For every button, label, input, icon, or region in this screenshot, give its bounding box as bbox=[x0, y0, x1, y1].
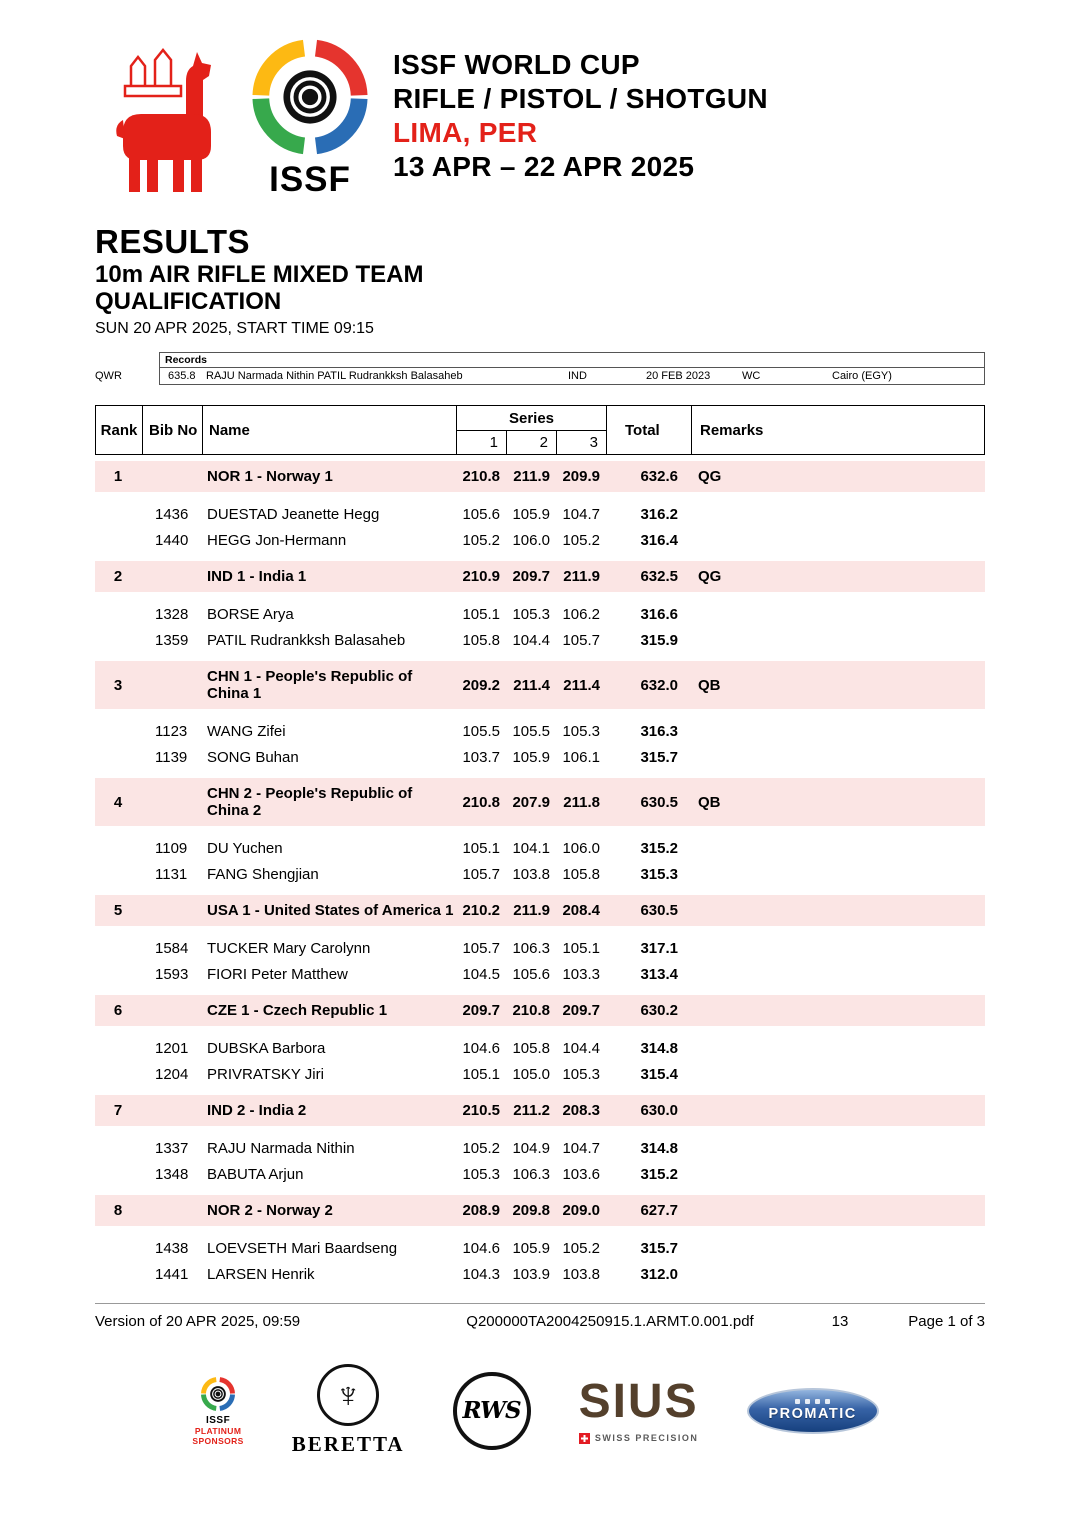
record-row bbox=[160, 368, 984, 384]
team-remarks: QB bbox=[698, 793, 721, 811]
team-series-2: 211.9 bbox=[513, 902, 550, 919]
member-row bbox=[95, 1261, 985, 1287]
member-name: LOEVSETH Mari Baardseng bbox=[207, 1239, 398, 1257]
team-series-2: 210.8 bbox=[512, 1002, 550, 1019]
team-total: 630.5 bbox=[640, 793, 678, 811]
masthead bbox=[0, 0, 1071, 201]
member-bib: 1584 bbox=[155, 939, 189, 957]
team-series-2: 207.9 bbox=[512, 793, 550, 811]
team-series-2: 211.9 bbox=[513, 468, 550, 485]
version-text: Version of 20 APR 2025, 09:59 bbox=[95, 1313, 301, 1330]
team-series-2: 209.8 bbox=[512, 1202, 550, 1219]
sponsor-row bbox=[0, 1364, 1071, 1477]
member-bib: 1139 bbox=[155, 748, 188, 766]
member-total: 315.7 bbox=[640, 748, 678, 766]
rws-emblem-icon bbox=[453, 1372, 531, 1450]
event-title-block bbox=[393, 36, 768, 184]
team-total: 632.0 bbox=[640, 676, 678, 694]
member-row bbox=[95, 861, 985, 887]
promatic-wordmark: PROMATIC bbox=[768, 1406, 857, 1422]
member-series-2: 105.9 bbox=[512, 505, 550, 523]
team-series-2: 211.4 bbox=[513, 676, 550, 694]
team-series-1: 210.2 bbox=[462, 902, 500, 919]
team-series-1: 210.5 bbox=[462, 1102, 500, 1119]
document-filename: Q200000TA2004250915.1.ARMT.0.001.pdf bbox=[466, 1313, 754, 1330]
member-total: 315.9 bbox=[640, 631, 678, 649]
series-col-3-header: 3 bbox=[556, 431, 606, 454]
team-total: 627.7 bbox=[640, 1202, 678, 1219]
records-section bbox=[95, 352, 985, 385]
member-row bbox=[95, 835, 985, 861]
member-row bbox=[95, 718, 985, 744]
team-row bbox=[95, 1195, 985, 1226]
member-name: BORSE Arya bbox=[207, 605, 294, 623]
record-competition: WC bbox=[742, 370, 761, 382]
lima-llama-logo bbox=[95, 36, 225, 201]
member-series-2: 105.6 bbox=[512, 965, 550, 983]
member-series-3: 103.3 bbox=[562, 965, 600, 983]
team-row bbox=[95, 995, 985, 1026]
record-nation: IND bbox=[568, 370, 587, 382]
team-name: IND 1 - India 1 bbox=[207, 568, 307, 585]
member-series-3: 105.2 bbox=[562, 1239, 600, 1257]
team-series-1: 209.2 bbox=[462, 676, 500, 694]
member-total: 316.3 bbox=[640, 722, 678, 740]
member-series-1: 104.3 bbox=[462, 1265, 500, 1283]
results-table-body bbox=[95, 461, 985, 1287]
member-series-1: 105.6 bbox=[462, 505, 500, 523]
issf-rings-small-icon bbox=[200, 1376, 236, 1412]
member-series-2: 105.9 bbox=[512, 1239, 550, 1257]
member-total: 315.4 bbox=[640, 1065, 678, 1083]
member-series-1: 104.6 bbox=[462, 1039, 500, 1057]
member-total: 316.6 bbox=[640, 605, 678, 623]
remarks-header: Remarks bbox=[691, 406, 984, 454]
team-rank: 4 bbox=[113, 793, 123, 811]
member-series-2: 105.3 bbox=[512, 605, 550, 623]
team-name: USA 1 - United States of America 1 bbox=[207, 902, 454, 919]
member-row bbox=[95, 601, 985, 627]
member-bib: 1201 bbox=[155, 1039, 189, 1057]
member-total: 313.4 bbox=[640, 965, 678, 983]
team-block bbox=[95, 661, 985, 770]
member-name: BABUTA Arjun bbox=[207, 1165, 304, 1183]
member-series-2: 106.3 bbox=[512, 939, 550, 957]
page-number: Page 1 of 3 bbox=[908, 1313, 985, 1330]
team-series-1: 209.7 bbox=[462, 1002, 500, 1019]
records-box bbox=[159, 352, 985, 385]
sius-subline bbox=[579, 1433, 699, 1444]
event-dates: 13 APR – 22 APR 2025 bbox=[393, 151, 695, 182]
results-table bbox=[95, 405, 985, 1287]
team-remarks: QB bbox=[698, 676, 721, 694]
member-series-2: 104.4 bbox=[512, 631, 550, 649]
member-name: HEGG Jon-Hermann bbox=[207, 531, 347, 549]
team-name: IND 2 - India 2 bbox=[207, 1102, 307, 1119]
member-series-2: 103.8 bbox=[512, 865, 550, 883]
team-row bbox=[95, 895, 985, 926]
team-name: CHN 1 - People's Republic of China 1 bbox=[207, 668, 413, 702]
member-series-1: 105.1 bbox=[462, 605, 500, 623]
team-remarks: QG bbox=[698, 568, 722, 585]
swiss-flag-icon bbox=[579, 1433, 590, 1444]
member-series-1: 104.5 bbox=[462, 965, 500, 983]
member-name: WANG Zifei bbox=[207, 722, 286, 740]
team-row bbox=[95, 1095, 985, 1126]
team-total: 632.6 bbox=[640, 468, 678, 485]
member-total: 314.8 bbox=[640, 1139, 678, 1157]
sheet-number: 13 bbox=[831, 1313, 849, 1330]
promatic-oval-icon bbox=[747, 1388, 879, 1434]
team-series-2: 211.2 bbox=[513, 1102, 550, 1119]
record-holders: RAJU Narmada Nithin PATIL Rudrankksh Balasaheb bbox=[206, 370, 463, 382]
team-row bbox=[95, 778, 985, 826]
member-series-2: 105.0 bbox=[512, 1065, 550, 1083]
member-series-3: 104.7 bbox=[562, 505, 600, 523]
member-row bbox=[95, 1135, 985, 1161]
member-name: DU Yuchen bbox=[207, 839, 283, 857]
record-date: 20 FEB 2023 bbox=[646, 370, 711, 382]
member-series-2: 105.9 bbox=[512, 748, 550, 766]
member-name: PATIL Rudrankksh Balasaheb bbox=[207, 631, 406, 649]
issf-logo-block bbox=[249, 36, 371, 200]
total-header: Total bbox=[606, 406, 691, 454]
member-bib: 1348 bbox=[155, 1165, 189, 1183]
event-name: 10m AIR RIFLE MIXED TEAM bbox=[95, 261, 424, 288]
team-rank: 1 bbox=[113, 468, 123, 485]
member-series-2: 105.8 bbox=[512, 1039, 550, 1057]
team-series-3: 209.9 bbox=[562, 468, 600, 485]
team-block bbox=[95, 995, 985, 1087]
member-series-3: 106.1 bbox=[562, 748, 600, 766]
member-bib: 1593 bbox=[155, 965, 189, 983]
member-series-1: 103.7 bbox=[462, 748, 500, 766]
member-series-3: 106.2 bbox=[562, 605, 600, 623]
member-row bbox=[95, 1035, 985, 1061]
event-title-line1: ISSF WORLD CUP bbox=[393, 49, 640, 80]
member-row bbox=[95, 527, 985, 553]
rws-logo bbox=[453, 1372, 531, 1450]
team-block bbox=[95, 778, 985, 887]
team-block bbox=[95, 1095, 985, 1187]
heading-section bbox=[95, 223, 985, 338]
team-block bbox=[95, 1195, 985, 1287]
member-name: DUBSKA Barbora bbox=[207, 1039, 326, 1057]
team-total: 630.0 bbox=[640, 1102, 678, 1119]
member-bib: 1204 bbox=[155, 1065, 189, 1083]
member-row bbox=[95, 1235, 985, 1261]
member-series-2: 106.3 bbox=[512, 1165, 550, 1183]
team-series-2: 209.7 bbox=[512, 568, 550, 585]
team-series-3: 209.0 bbox=[562, 1202, 600, 1219]
member-total: 315.3 bbox=[640, 865, 678, 883]
member-total: 315.2 bbox=[640, 839, 678, 857]
team-name: NOR 1 - Norway 1 bbox=[207, 468, 333, 485]
team-total: 632.5 bbox=[640, 568, 678, 585]
member-series-3: 105.8 bbox=[562, 865, 600, 883]
member-bib: 1131 bbox=[155, 865, 188, 883]
member-series-1: 105.7 bbox=[462, 865, 500, 883]
rws-wordmark: RWS bbox=[462, 1397, 521, 1424]
member-series-3: 105.7 bbox=[562, 631, 600, 649]
team-remarks: QG bbox=[698, 468, 722, 485]
member-total: 316.4 bbox=[640, 531, 678, 549]
team-series-3: 208.3 bbox=[562, 1102, 600, 1119]
team-row bbox=[95, 561, 985, 592]
issf-rings-icon bbox=[249, 36, 371, 158]
member-bib: 1109 bbox=[155, 839, 188, 857]
event-location: LIMA, PER bbox=[393, 117, 538, 148]
sius-logo bbox=[578, 1374, 699, 1444]
llama-cathedral-icon bbox=[95, 36, 225, 196]
member-series-1: 105.1 bbox=[462, 839, 500, 857]
team-block bbox=[95, 461, 985, 553]
stage-name: QUALIFICATION bbox=[95, 288, 282, 315]
schedule-line: SUN 20 APR 2025, START TIME 09:15 bbox=[95, 320, 374, 337]
member-name: SONG Buhan bbox=[207, 748, 299, 766]
team-series-3: 211.9 bbox=[563, 568, 600, 585]
team-series-3: 211.8 bbox=[563, 793, 600, 811]
record-score: 635.8 bbox=[168, 370, 196, 382]
table-header bbox=[95, 405, 985, 455]
member-series-2: 105.5 bbox=[512, 722, 550, 740]
issf-wordmark: ISSF bbox=[269, 160, 351, 199]
member-series-3: 103.8 bbox=[562, 1265, 600, 1283]
member-series-1: 105.2 bbox=[462, 1139, 500, 1157]
member-bib: 1359 bbox=[155, 631, 189, 649]
member-bib: 1123 bbox=[155, 722, 188, 740]
rank-header: Rank bbox=[100, 421, 138, 439]
member-bib: 1440 bbox=[155, 531, 189, 549]
member-series-1: 104.6 bbox=[462, 1239, 500, 1257]
team-series-3: 209.7 bbox=[562, 1002, 600, 1019]
member-series-3: 103.6 bbox=[562, 1165, 600, 1183]
results-title: RESULTS bbox=[95, 223, 251, 260]
team-series-1: 208.9 bbox=[462, 1202, 500, 1219]
member-row bbox=[95, 501, 985, 527]
member-total: 316.2 bbox=[640, 505, 678, 523]
member-series-1: 105.7 bbox=[462, 939, 500, 957]
member-series-1: 105.2 bbox=[462, 531, 500, 549]
team-rank: 8 bbox=[113, 1202, 123, 1219]
member-bib: 1337 bbox=[155, 1139, 189, 1157]
beretta-wordmark: BERETTA bbox=[291, 1432, 405, 1456]
member-series-2: 104.9 bbox=[512, 1139, 550, 1157]
member-name: RAJU Narmada Nithin bbox=[207, 1139, 355, 1157]
records-label: Records bbox=[160, 353, 984, 368]
series-header-group bbox=[456, 406, 606, 454]
beretta-logo bbox=[292, 1364, 405, 1457]
member-series-3: 105.3 bbox=[562, 1065, 600, 1083]
member-total: 312.0 bbox=[640, 1265, 678, 1283]
team-rank: 7 bbox=[113, 1102, 123, 1119]
team-name: CZE 1 - Czech Republic 1 bbox=[207, 1002, 388, 1019]
record-type: QWR bbox=[95, 370, 122, 382]
team-series-3: 208.4 bbox=[562, 902, 600, 919]
member-series-3: 104.4 bbox=[562, 1039, 600, 1057]
member-name: FANG Shengjian bbox=[207, 865, 319, 883]
swiss-precision-label: SWISS PRECISION bbox=[594, 1433, 699, 1443]
member-row bbox=[95, 1161, 985, 1187]
team-total: 630.5 bbox=[640, 902, 678, 919]
member-series-1: 105.1 bbox=[462, 1065, 500, 1083]
member-total: 315.2 bbox=[640, 1165, 678, 1183]
team-series-3: 211.4 bbox=[563, 676, 600, 694]
member-series-3: 105.1 bbox=[562, 939, 600, 957]
team-series-1: 210.8 bbox=[462, 468, 500, 485]
member-series-3: 105.3 bbox=[562, 722, 600, 740]
member-bib: 1436 bbox=[155, 505, 189, 523]
member-series-1: 105.3 bbox=[462, 1165, 500, 1183]
series-col-2-header: 2 bbox=[506, 431, 556, 454]
member-row bbox=[95, 935, 985, 961]
team-name: CHN 2 - People's Republic of China 2 bbox=[207, 785, 413, 819]
member-series-2: 104.1 bbox=[512, 839, 550, 857]
member-total: 315.7 bbox=[640, 1239, 678, 1257]
team-row bbox=[95, 461, 985, 492]
series-col-1-header: 1 bbox=[489, 434, 498, 451]
member-series-3: 104.7 bbox=[562, 1139, 600, 1157]
beretta-emblem-icon: ♆ bbox=[317, 1364, 379, 1426]
member-bib: 1438 bbox=[155, 1239, 189, 1257]
issf-sponsor-label-1: ISSF bbox=[205, 1414, 231, 1426]
member-row bbox=[95, 744, 985, 770]
member-series-3: 105.2 bbox=[562, 531, 600, 549]
member-bib: 1328 bbox=[155, 605, 189, 623]
team-block bbox=[95, 561, 985, 653]
bib-header: Bib No bbox=[142, 406, 202, 454]
promatic-dots-icon bbox=[795, 1399, 830, 1404]
member-series-2: 103.9 bbox=[512, 1265, 550, 1283]
team-rank: 2 bbox=[113, 568, 123, 585]
member-total: 314.8 bbox=[640, 1039, 678, 1057]
member-series-1: 105.5 bbox=[462, 722, 500, 740]
issf-sponsor-label-3: SPONSORS bbox=[192, 1435, 244, 1446]
issf-platinum-sponsors-logo bbox=[192, 1376, 243, 1446]
series-subheader bbox=[457, 431, 606, 454]
team-row bbox=[95, 661, 985, 709]
member-row bbox=[95, 627, 985, 653]
member-name: PRIVRATSKY Jiri bbox=[207, 1065, 324, 1083]
member-series-1: 105.8 bbox=[462, 631, 500, 649]
page-footer bbox=[95, 1303, 985, 1330]
sius-wordmark: SIUS bbox=[578, 1374, 699, 1428]
member-name: TUCKER Mary Carolynn bbox=[207, 939, 371, 957]
member-bib: 1441 bbox=[155, 1265, 189, 1283]
team-series-1: 210.8 bbox=[462, 793, 500, 811]
name-header: Name bbox=[202, 406, 456, 454]
member-name: LARSEN Henrik bbox=[207, 1265, 315, 1283]
team-rank: 5 bbox=[113, 902, 123, 919]
event-title-line2: RIFLE / PISTOL / SHOTGUN bbox=[393, 83, 768, 114]
team-block bbox=[95, 895, 985, 987]
member-name: FIORI Peter Matthew bbox=[207, 965, 348, 983]
team-rank: 3 bbox=[113, 676, 123, 694]
team-name: NOR 2 - Norway 2 bbox=[207, 1202, 333, 1219]
team-rank: 6 bbox=[113, 1002, 123, 1019]
team-total: 630.2 bbox=[640, 1002, 678, 1019]
issf-sponsor-label-2: PLATINUM bbox=[194, 1425, 242, 1436]
series-header: Series bbox=[457, 406, 606, 431]
team-series-1: 210.9 bbox=[462, 568, 500, 585]
member-row bbox=[95, 961, 985, 987]
member-name: DUESTAD Jeanette Hegg bbox=[207, 505, 380, 523]
member-series-2: 106.0 bbox=[512, 531, 550, 549]
record-place: Cairo (EGY) bbox=[832, 370, 892, 382]
member-total: 317.1 bbox=[640, 939, 678, 957]
member-series-3: 106.0 bbox=[562, 839, 600, 857]
promatic-logo bbox=[747, 1388, 879, 1434]
member-row bbox=[95, 1061, 985, 1087]
